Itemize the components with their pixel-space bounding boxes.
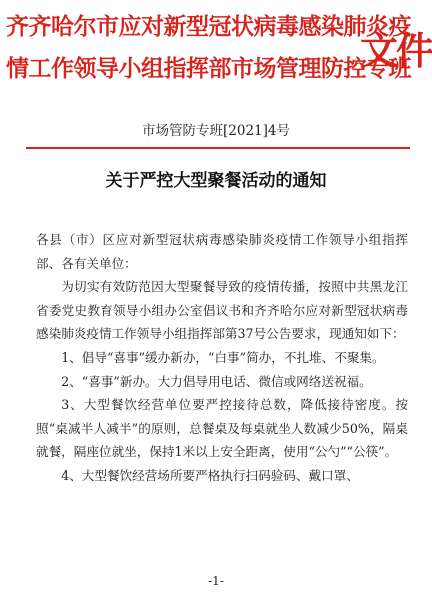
document-body [36, 228, 408, 488]
document-number: 市场管防专班[2021]4号 [142, 123, 290, 139]
issuing-org-line-2: 情工作领导小组指挥部市场管理防控专班 [6, 55, 411, 82]
paragraph-item-4: 4、大型餐饮经营场所要严格执行扫码验码、戴口罩、 [61, 467, 359, 483]
paragraph-intro: 为切实有效防范因大型聚餐导致的疫情传播，按照中共黑龙江省委党史教育领导小组办公室倡议书和齐齐哈尔应对新型冠状病毒感染肺炎疫情工作领导小组指挥部第37号公告要求，现通知如下： [36, 279, 408, 342]
red-divider-line [26, 147, 410, 149]
salutation: 各县（市）区应对新型冠状病毒感染肺炎疫情工作领导小组指挥部、各有关单位： [36, 232, 408, 271]
document-header [0, 0, 432, 96]
page-number: -1- [208, 574, 224, 588]
issuing-org-line-1: 齐齐哈尔市应对新型冠状病毒感染肺炎疫 [6, 13, 411, 40]
document-title: 关于严控大型聚餐活动的通知 [105, 171, 327, 191]
paragraph-item-3: 3、大型餐饮经营单位要严控接待总数，降低接待密度。按照“桌减半人减半”的原则，总餐桌及每桌就坐人数减少50%，隔桌就餐，隔座位就坐，保持1米以上安全距离，使用“公勺”“公筷”。 [36, 397, 408, 460]
paragraph-item-2: 2、“喜事”新办。大力倡导用电话、微信或网络送祝福。 [61, 373, 372, 389]
paragraph-item-1: 1、倡导“喜事”缓办新办，“白事”简办，不扎堆、不聚集。 [61, 349, 385, 365]
document-mark: 文件 [360, 28, 432, 73]
